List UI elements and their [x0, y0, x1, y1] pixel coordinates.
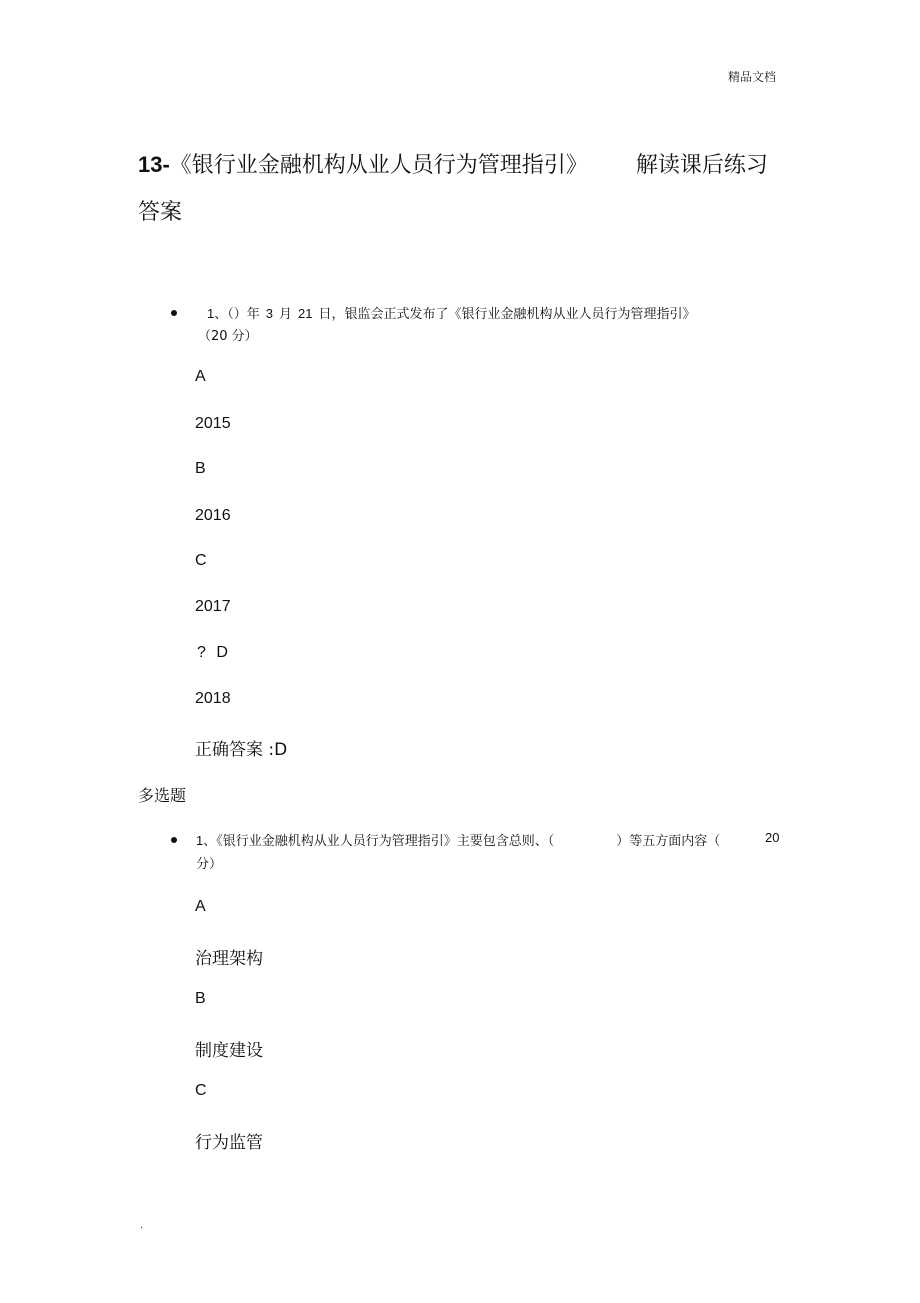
- option-letter: C: [195, 1082, 207, 1099]
- question-score-unit: 分）: [196, 857, 223, 872]
- option-value: 2016: [195, 507, 231, 524]
- question-score: （20 分）: [198, 329, 258, 344]
- bullet-icon: [171, 837, 177, 843]
- option-value: 2017: [195, 598, 231, 615]
- question-part-a: 《银行业金融机构从业人员行为管理指引》主要包含总则、（: [216, 834, 555, 849]
- question-number: 1、: [207, 306, 228, 321]
- option-letter: B: [195, 460, 206, 477]
- option-letter: C: [195, 552, 207, 569]
- option-value: 2018: [195, 690, 231, 707]
- option-value: 2015: [195, 415, 231, 432]
- question-part-b: ）等五方面内容（: [616, 834, 721, 849]
- question-num-21: 21: [298, 306, 313, 321]
- question-text: [196, 830, 720, 849]
- document-title: [138, 148, 768, 179]
- title-suffix: 解读课后练习: [635, 153, 768, 178]
- option-value: 行为监管: [195, 1133, 263, 1153]
- question-month: 月: [278, 307, 292, 322]
- header-tag: 精品文档: [728, 70, 777, 84]
- question-part-a: （）年: [227, 307, 260, 322]
- option-letter: B: [195, 990, 206, 1007]
- option-letter: A: [195, 368, 206, 385]
- bullet-icon: [171, 310, 177, 316]
- title-number: 13-: [138, 152, 170, 177]
- option-letter: ? D: [197, 644, 228, 661]
- question-num-3: 3: [265, 306, 273, 321]
- section-label: 多选题: [138, 786, 187, 805]
- option-value: 治理架构: [195, 949, 263, 969]
- question-text: [207, 303, 695, 322]
- footer-mark: .: [140, 1220, 144, 1231]
- document-title-line2: 答案: [138, 200, 183, 225]
- correct-answer: 正确答案 :D: [195, 740, 288, 760]
- question-number: 1、: [196, 833, 217, 848]
- title-main: 《银行业金融机构从业人员行为管理指引》: [169, 153, 588, 178]
- question-part-b: 日，银监会正式发布了《银行业金融机构从业人员行为管理指引》: [318, 307, 696, 322]
- question-score-num: 20: [765, 830, 780, 845]
- option-letter: A: [195, 898, 206, 915]
- option-value: 制度建设: [195, 1041, 263, 1061]
